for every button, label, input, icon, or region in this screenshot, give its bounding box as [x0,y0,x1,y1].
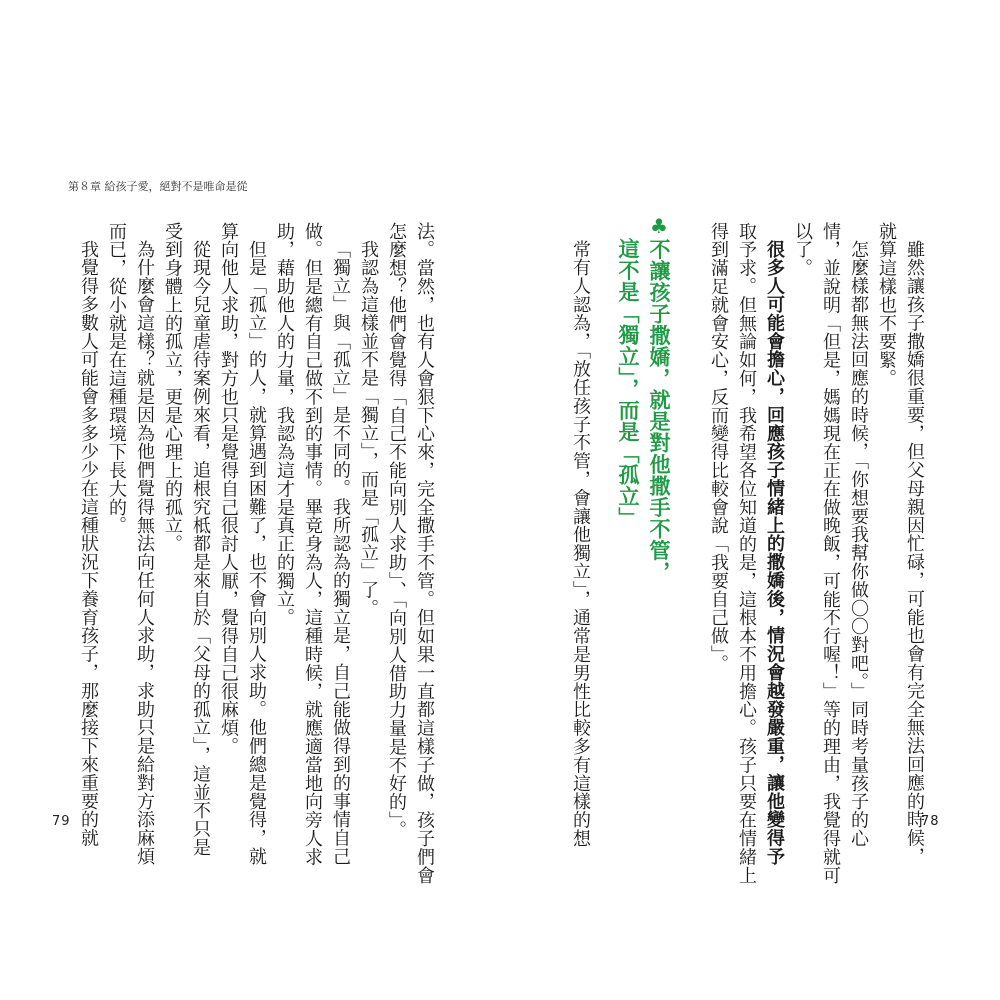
section-heading [645,214,673,583]
body-line: 「獨立」與「孤立」是不同的。我所認為的獨立是，自己能做得到的事情自己 [330,240,351,866]
page-number-left: 79 [52,814,71,829]
body-line: 從現今兒童虐待案例來看，追根究柢都是來自於「父母的孤立」，這並不只是 [190,240,211,857]
body-line: 常有人認為，「放任孩子不管，會讓他獨立」，通常是男性比較多有這樣的想 [570,240,591,848]
body-line: 怎麼想？他們會覺得「自己不能向別人求助」、「向別人借助力量是不好的」。 [386,222,407,839]
body-line: 以了。 [792,222,813,278]
body-line: 就算這樣也不要緊。 [876,222,897,388]
body-line: 法。當然，也有人會狠下心來，完全撒手不管。但如果一直都這樣子做，孩子們會 [414,222,435,885]
body-line: 得到滿足就會安心，反而變得比較會說「我要自己做」。 [708,222,729,673]
body-line: 怎麼樣都無法回應的時候，「你想要我幫你做〇〇對吧。」同時考量孩子的心 [848,240,869,848]
body-line: 而已，從小就是在這種環境下長大的。 [106,222,127,535]
body-line: 助，藉助他人的力量，我認為這才是真正的獨立。 [274,222,295,627]
body-line: 雖然讓孩子撒嬌很重要，但父母親因忙碌，可能也會有完全無法回應的時候， [904,240,925,866]
chapter-header: 第８章 給孩子愛，絕對不是唯命是從 [68,180,248,193]
body-line: 取予求。但無論如何，我希望各位知道的是，這根本不用擔心。孩子只要在情緒上 [736,222,757,885]
body-line: 為什麼會這樣？就是因為他們覺得無法向任何人求助，求助只是給對方添麻煩 [134,240,155,866]
section-heading-line-2: 這不是「獨立」，而是「孤立」 [616,238,640,529]
body-line: 做。但是總有自己做不到的事情。畢竟身為人，這種時候，就應適當地向旁人求 [302,222,323,866]
page-number-right: 78 [921,814,940,829]
body-line: 但是「孤立」的人，就算遇到困難了，也不會向別人求助。他們總是覺得，就 [246,240,267,866]
body-line: 我認為這樣並不是「獨立」，而是「孤立」了。 [358,240,379,618]
body-line: 算向他人求助，對方也只是覺得自己很討人厭，覺得自己很麻煩。 [218,222,239,756]
club-icon: ♣ [647,214,671,239]
section-heading-line-1: 不讓孩子撒嬌，就是對他撒手不管， [647,238,671,583]
body-line: 情，並說明「但是，媽媽現在正在做晚飯，可能不行喔！」等的理由，我覺得就可 [820,222,841,885]
body-line: 很多人可能會擔心，回應孩子情緒上的撒嬌後，情況會越發嚴重，讓他變得予 [764,240,785,866]
body-line: 我覺得多數人可能會多多少少在這種狀況下養育孩子，那麼接下來重要的就 [78,240,99,848]
body-line: 受到身體上的孤立，更是心理上的孤立。 [162,222,183,554]
